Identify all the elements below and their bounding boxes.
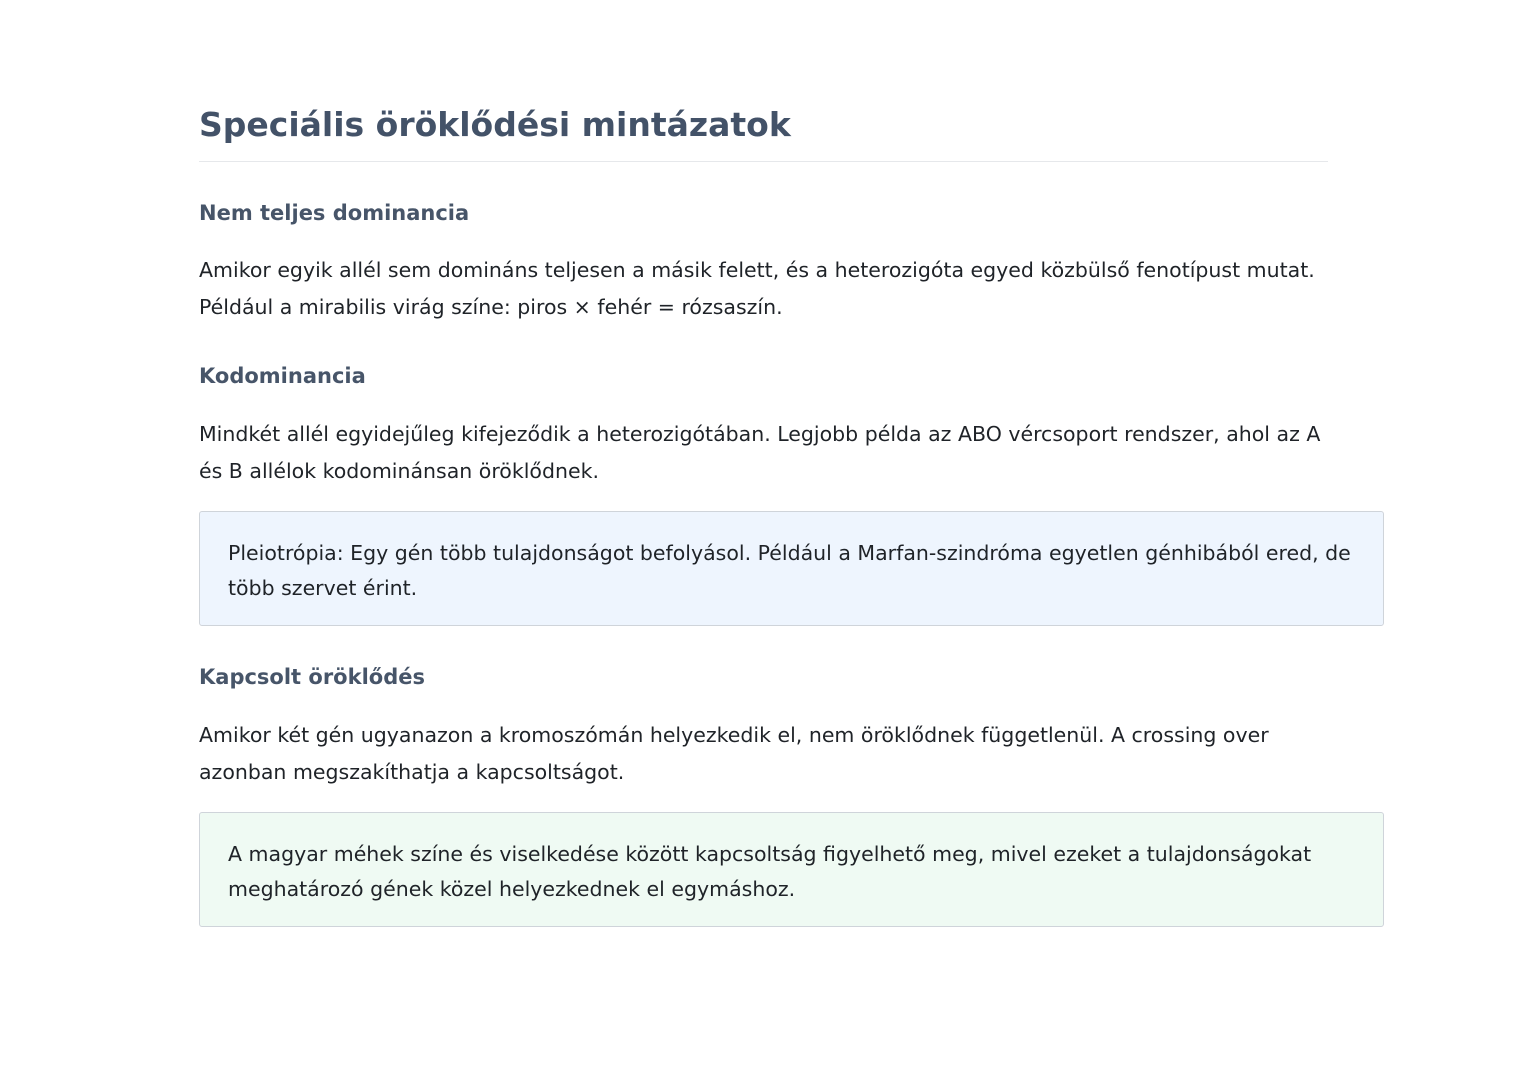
section-heading-incomplete-dominance: Nem teljes dominancia [199, 201, 470, 225]
callout-box-pleiotropy [199, 511, 1384, 626]
section-heading-codominance: Kodominancia [199, 364, 366, 388]
section-text-linked-inheritance: Amikor két gén ugyanazon a kromoszómán helyezkedik el, nem öröklődnek függetlenül. A crossing over azonban megszakíthatja a kapcsoltságot. [199, 723, 1269, 784]
callout-box-hungarian-bees [199, 812, 1384, 927]
title-divider [199, 161, 1328, 162]
section-text-codominance: Mindkét allél egyidejűleg kifejeződik a heterozigótában. Legjobb példa az ABO vércsoport rendszer, ahol az A és B allélok kodominánsan öröklődnek. [199, 422, 1321, 483]
callout-text-pleiotropy: Pleiotrópia: Egy gén több tulajdonságot befolyásol. Például a Marfan-szindróma egyetlen génhibából ered, de több szervet érint. [228, 541, 1351, 600]
section-heading-linked-inheritance: Kapcsolt öröklődés [199, 665, 425, 689]
callout-text-hungarian-bees: A magyar méhek színe és viselkedése között kapcsoltság figyelhető meg, mivel ezeket a tulajdonságokat meghatározó gének közel helyezkednek el egymáshoz. [228, 842, 1312, 901]
page-title: Speciális öröklődési mintázatok [199, 105, 791, 144]
section-text-incomplete-dominance: Amikor egyik allél sem domináns teljesen a másik felett, és a heterozigóta egyed közbülső fenotípust mutat. Például a mirabilis virág színe: piros × fehér = rózsaszín. [199, 258, 1315, 319]
